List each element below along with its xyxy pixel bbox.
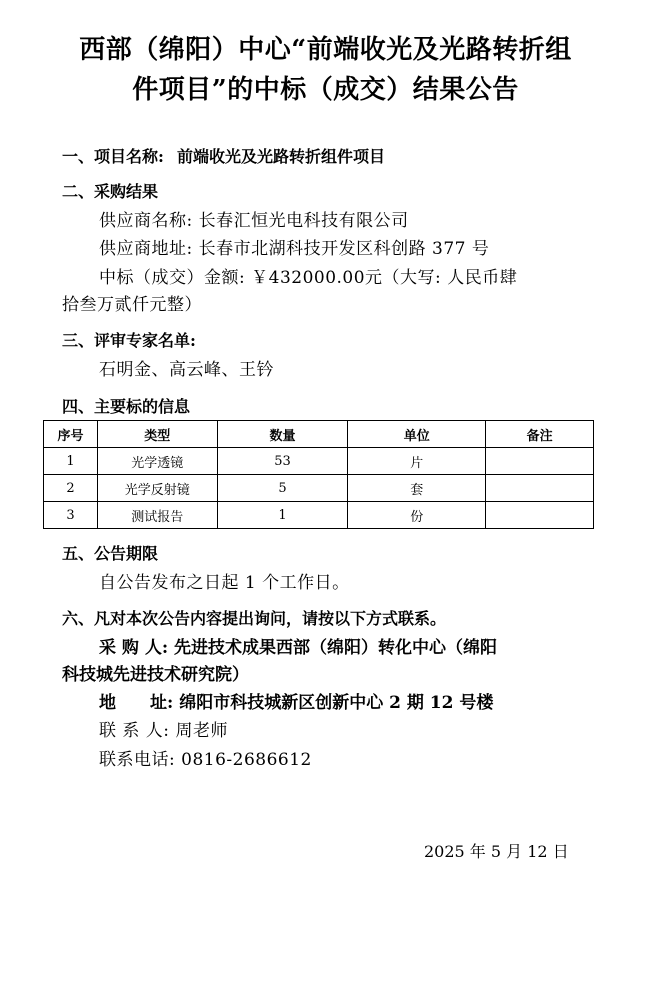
col-header-type: 类型 xyxy=(97,421,217,448)
announcement-date: 2025 年 5 月 12 日 xyxy=(424,842,569,861)
section-project-name xyxy=(62,146,385,168)
table-header-row xyxy=(44,421,594,448)
purchaser-line-1: 采 购 人: 先进技术成果西部（绵阳）转化中心（绵阳 xyxy=(99,638,498,658)
section1-heading: 一、项目名称: xyxy=(62,147,164,166)
cell-unit: 份 xyxy=(348,502,486,529)
col-header-unit: 单位 xyxy=(348,421,486,448)
award-amount-line-2: 拾叁万贰仟元整） xyxy=(62,295,202,315)
cell-index: 1 xyxy=(44,448,98,475)
supplier-address: 供应商地址: 长春市北湖科技开发区科创路 377 号 xyxy=(99,239,490,259)
section4-heading: 四、主要标的信息 xyxy=(62,397,191,416)
cell-remarks xyxy=(486,475,594,502)
items-table xyxy=(43,420,594,529)
table-row xyxy=(44,475,594,502)
col-header-remarks: 备注 xyxy=(486,421,594,448)
contact-address: 地 址: 绵阳市科技城新区创新中心 2 期 12 号楼 xyxy=(99,693,494,713)
cell-unit: 套 xyxy=(348,475,486,502)
cell-index: 2 xyxy=(44,475,98,502)
col-header-index: 序号 xyxy=(44,421,98,448)
award-amount-line-1: 中标（成交）金额: ￥432000.00元（大写: 人民币肆 xyxy=(99,268,518,288)
contact-person: 联 系 人: 周老师 xyxy=(99,721,228,741)
section6-heading: 六、凡对本次公告内容提出询问，请按以下方式联系。 xyxy=(62,609,447,628)
cell-type: 光学透镜 xyxy=(97,448,217,475)
cell-remarks xyxy=(486,448,594,475)
title-line-2: 件项目”的中标（成交）结果公告 xyxy=(132,75,519,105)
section5-heading: 五、公告期限 xyxy=(62,544,159,563)
col-header-quantity: 数量 xyxy=(217,421,348,448)
table-row xyxy=(44,448,594,475)
cell-quantity: 5 xyxy=(217,475,348,502)
title-line-1: 西部（绵阳）中心“前端收光及光路转折组 xyxy=(79,35,572,65)
cell-remarks xyxy=(486,502,594,529)
table-row xyxy=(44,502,594,529)
section3-heading: 三、评审专家名单: xyxy=(62,331,196,350)
cell-type: 光学反射镜 xyxy=(97,475,217,502)
purchaser-line-2: 科技城先进技术研究院） xyxy=(62,665,249,685)
cell-index: 3 xyxy=(44,502,98,529)
cell-type: 测试报告 xyxy=(97,502,217,529)
page-title xyxy=(40,30,611,110)
project-name-value: 前端收光及光路转折组件项目 xyxy=(177,147,386,166)
cell-quantity: 1 xyxy=(217,502,348,529)
cell-unit: 片 xyxy=(348,448,486,475)
cell-quantity: 53 xyxy=(217,448,348,475)
supplier-name: 供应商名称: 长春汇恒光电科技有限公司 xyxy=(99,211,409,231)
notice-period: 自公告发布之日起 1 个工作日。 xyxy=(99,573,350,593)
expert-list: 石明金、高云峰、王钤 xyxy=(99,360,274,380)
contact-phone: 联系电话: 0816-2686612 xyxy=(99,750,312,770)
section2-heading: 二、采购结果 xyxy=(62,182,159,201)
